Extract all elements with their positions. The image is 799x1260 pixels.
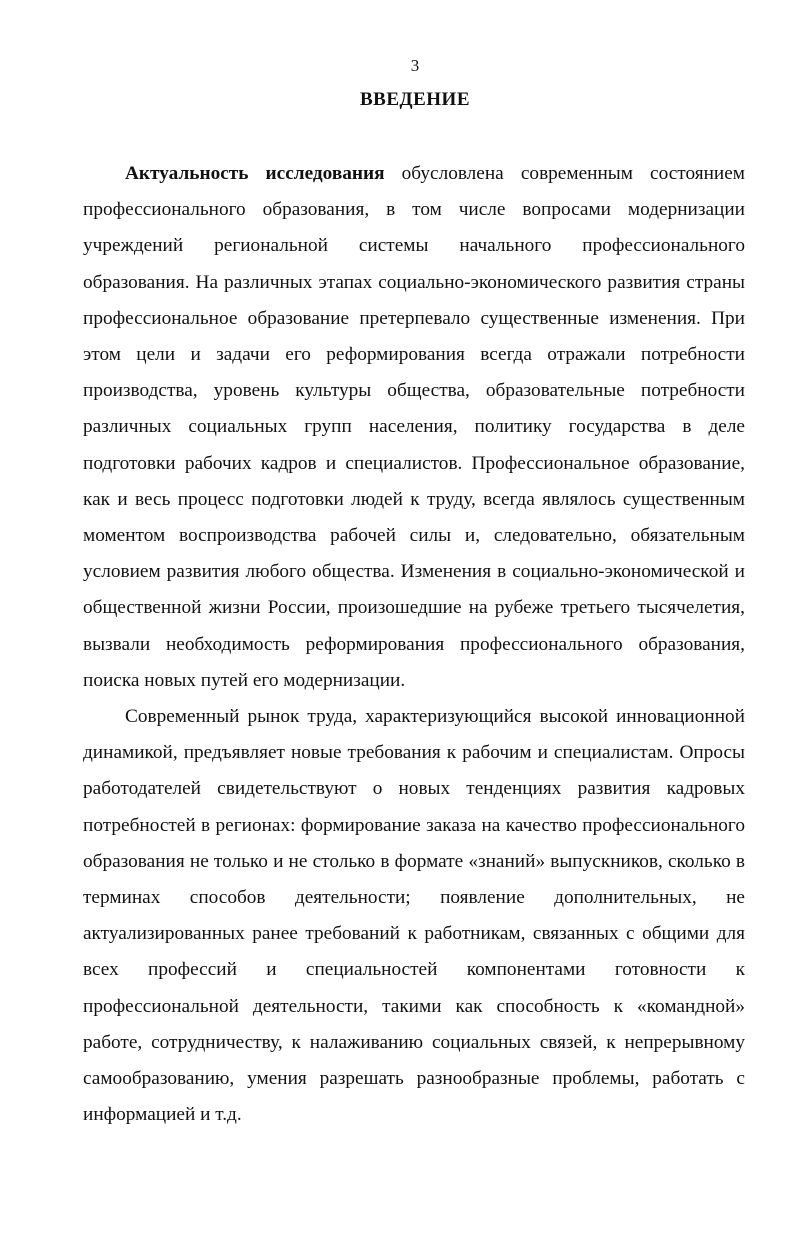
paragraph-labor-market <box>83 699 745 1133</box>
body-text <box>83 156 745 1133</box>
paragraph-lead-bold: Актуальность исследования <box>125 163 385 184</box>
paragraph-text: Современный рынок труда, характеризующийся высокой инновационной динамикой, предъявляет новые требования к рабочим и специалистам. Опросы работодателей свидетельствуют о новых тенденциях развития кадровых потребностей в регионах: формирование заказа на качество профессионального образования не только и не столько в формате «знаний» выпускников, сколько в терминах способов деятельности; появление дополнительных, не актуализированных ранее требований к работникам, связанных с общими для всех профессий и специальностей компонентами готовности к профессиональной деятельности, такими как способность к «командной» работе, сотрудничеству, к налаживанию социальных связей, к непрерывному самообразованию, умения разрешать разнообразные проблемы, работать с информацией и т.д. <box>83 706 745 1126</box>
paragraph-text: обусловлена современным состоянием профессионального образования, в том числе вопросами модернизации учреждений региональной системы начального профессионального образования. На различных этапах социально-экономического развития страны профессиональное образование претерпевало существенные изменения. При этом цели и задачи его реформирования всегда отражали потребности производства, уровень культуры общества, образовательные потребности различных социальных групп населения, политику государства в деле подготовки рабочих кадров и специалистов. Профессиональное образование, как и весь процесс подготовки людей к труду, всегда являлось существенным моментом воспроизводства рабочей силы и, следовательно, обязательным условием развития любого общества. Изменения в социально-экономической и общественной жизни России, произошедшие на рубеже третьего тысячелетия, вызвали необходимость реформирования профессионального образования, поиска новых путей его модернизации. <box>83 163 745 691</box>
paragraph-relevance <box>83 156 745 699</box>
page-number: 3 <box>410 56 420 75</box>
section-heading: ВВЕДЕНИЕ <box>360 89 470 110</box>
